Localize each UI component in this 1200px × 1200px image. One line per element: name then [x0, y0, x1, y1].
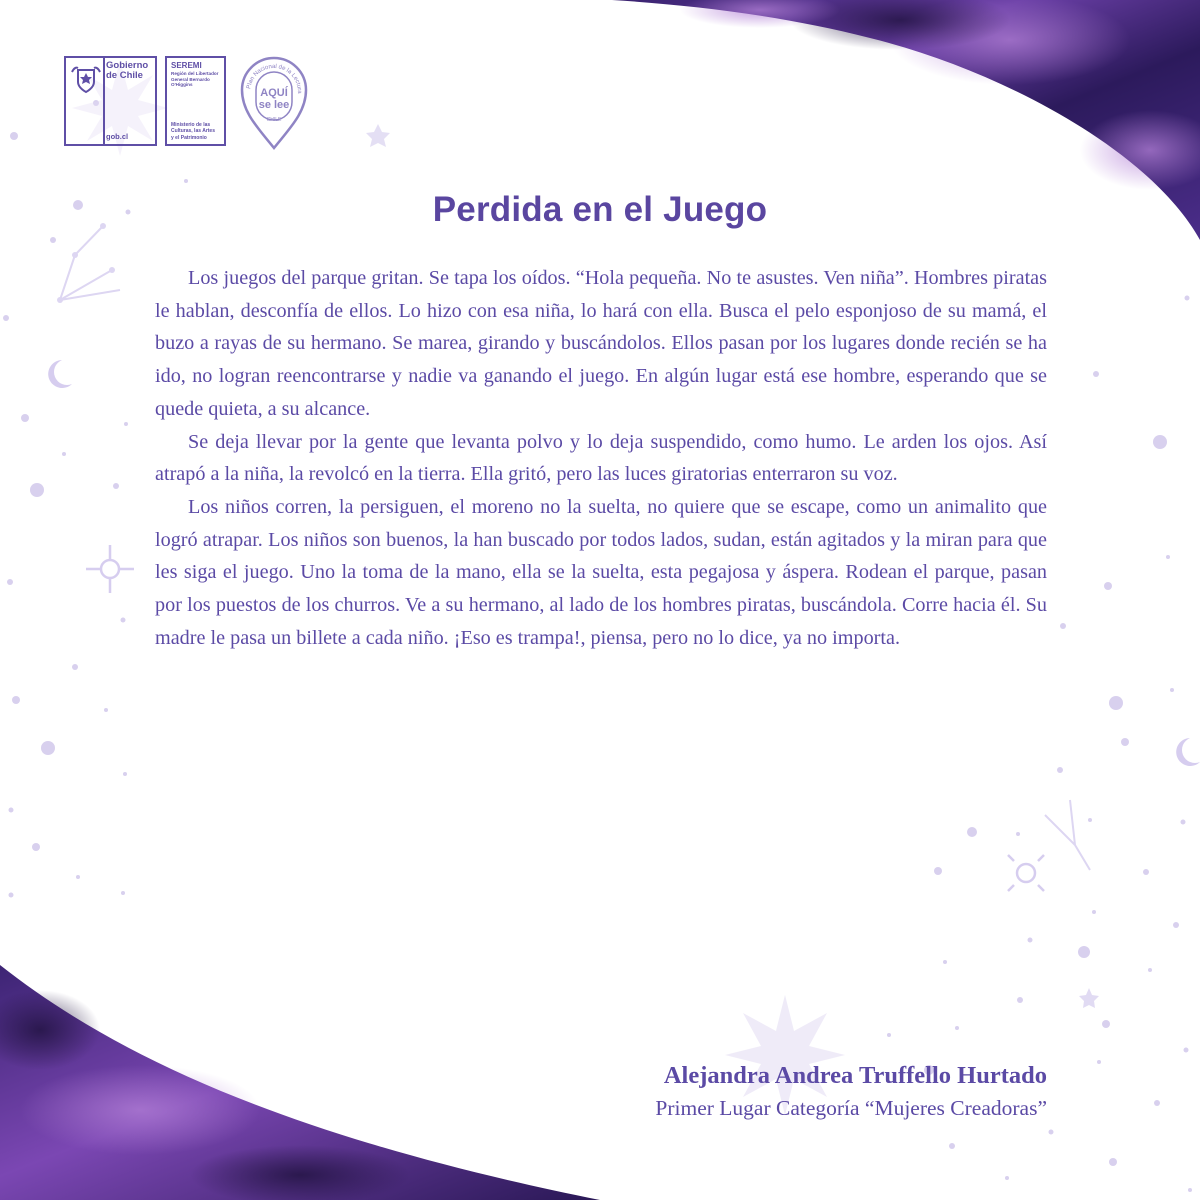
gobierno-url: gob.cl	[106, 132, 129, 141]
aqui-country: CHILE	[266, 117, 282, 123]
aqui-arc-text: Plan Nacional de la Lectura	[246, 63, 303, 94]
author-name: Alejandra Andrea Truffello Hurtado	[663, 1062, 1047, 1089]
sun-symbol-right	[1008, 855, 1044, 891]
seremi-ministry: Ministerio de las Culturas, las Artes y el Patrimonio	[171, 121, 215, 141]
moon-right	[1176, 738, 1200, 766]
aqui-se-lee-logo	[238, 52, 310, 152]
gobierno-de-chile-logo	[64, 56, 157, 146]
paragraph: Los niños corren, la persiguen, el moreno no la suelta, no quiere que se escape, como un animalito que logró atrapar. Los niños son buenos, la han buscado por todos lados, sudan, están agitados y la miran para que les siga el juego. Uno la toma de la mano, ella se la suelta, esta pegajosa y áspera. Rodean el parque, pasan por los puestos de los churros. Ve a su hermano, al lado de los hombres piratas, buscándola. Corre hacia él. Su madre le pasa un billete a cada niño. ¡Eso es trampa!, piensa, pero no lo dice, ya no importa.	[155, 495, 1047, 649]
award-category: Primer Lugar Categoría “Mujeres Creadoras”	[655, 1096, 1047, 1120]
gobierno-name: Gobierno de Chile	[106, 60, 149, 81]
seremi-logo	[165, 56, 226, 146]
paragraph: Los juegos del parque gritan. Se tapa los oídos. “Hola pequeña. No te asustes. Ven niña”. Hombres piratas le hablan, desconfía de ellos. Lo hizo con esa niña, lo hará con ella. Busca el pelo esponjoso de su mamá, el buzo a rayas de su hermano. Se marea, girando y buscándolos. Ellos pasan por los lugares donde recién se ha ido, no logran reencontrarse y nadie va ganando el juego. En algún lugar está ese hombre, esperando que se quede quieta, a su alcance.	[155, 267, 1047, 420]
constellation-right	[1045, 800, 1090, 870]
story-body	[155, 262, 1047, 654]
page-title: Perdida en el Juego	[432, 190, 768, 229]
sun-symbol-left	[86, 545, 134, 593]
seremi-title: SEREMI	[171, 61, 202, 70]
aqui-line2: se lee	[258, 99, 290, 111]
paragraph: Se deja llevar por la gente que levanta polvo y lo deja suspendido, como humo. Le arden los ojos. Así atrapó a la niña, la revolcó en la tierra. Ella gritó, pero las luces giratorias enterraron su voz.	[155, 430, 1047, 486]
moon-left	[48, 360, 72, 388]
aqui-line1: AQUÍ	[260, 87, 288, 99]
logo-divider	[103, 58, 105, 144]
chile-coat-of-arms-icon	[69, 62, 103, 96]
seremi-region: Región del Libertador General Bernardo O'Higgins	[171, 71, 219, 88]
constellation-left	[60, 226, 120, 300]
